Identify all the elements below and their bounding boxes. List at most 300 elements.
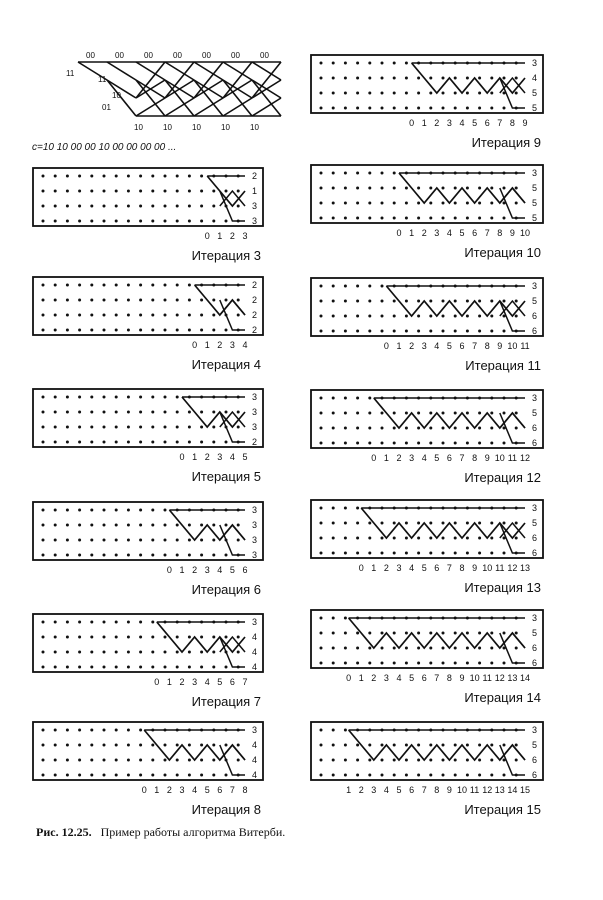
grid-dot [503,217,506,220]
time-tick-label: 7 [229,785,235,795]
grid-dot [515,202,518,205]
grid-dot [490,300,493,303]
grid-dot [127,539,130,542]
time-tick-label: 4 [192,785,198,795]
grid-dot [344,507,347,510]
grid-dot [429,77,432,80]
grid-dot [176,220,179,223]
grid-dot [320,412,323,415]
grid-dot [466,217,469,220]
time-tick-label: 11 [482,673,492,683]
grid-dot [212,314,215,317]
grid-dot [356,315,359,318]
grid-dot [368,77,371,80]
trellis-branch [223,80,252,116]
grid-dot [42,329,45,332]
time-tick-label: 4 [383,785,389,795]
grid-dot [78,284,81,287]
grid-dot [490,202,493,205]
path-metric-label: 2 [252,295,258,305]
path-metric-label: 5 [532,213,538,223]
grid-dot [188,329,191,332]
grid-dot [320,774,323,777]
grid-dot [139,314,142,317]
grid-dot [466,77,469,80]
grid-dot [164,509,167,512]
grid-dot [356,330,359,333]
trellis-side-label: 11 [98,75,107,84]
grid-dot [381,107,384,110]
time-tick-label: 5 [434,453,440,463]
grid-dot [127,554,130,557]
grid-dot [417,202,420,205]
grid-dot [115,426,118,429]
grid-dot [344,285,347,288]
path-metric-label: 4 [252,770,258,780]
grid-dot [200,554,203,557]
time-tick-label: 2 [396,453,402,463]
time-tick-label: 5 [204,785,210,795]
grid-dot [381,330,384,333]
grid-dot [42,441,45,444]
time-tick-label: 5 [409,673,415,683]
trellis-branch [223,62,252,98]
grid-dot [454,427,457,430]
path-metric-label: 4 [252,662,258,672]
grid-dot [320,632,323,635]
path-metric-label: 6 [532,423,538,433]
grid-dot [320,552,323,555]
grid-dot [237,744,240,747]
grid-dot [332,552,335,555]
path-metric-label: 3 [532,393,538,403]
grid-dot [417,759,420,762]
time-tick-label: 8 [509,118,515,128]
time-tick-label: 6 [421,673,427,683]
time-tick-label: 6 [217,785,223,795]
time-tick-label: 8 [434,785,440,795]
grid-dot [503,774,506,777]
iteration-panel [33,389,263,484]
grid-dot [478,522,481,525]
grid-dot [54,299,57,302]
grid-dot [66,774,69,777]
grid-dot [90,666,93,669]
grid-dot [454,552,457,555]
grid-dot [503,522,506,525]
grid-dot [356,632,359,635]
grid-dot [127,190,130,193]
grid-dot [66,759,69,762]
grid-dot [356,397,359,400]
time-tick-label: 6 [446,453,452,463]
grid-dot [320,172,323,175]
grid-dot [151,175,154,178]
grid-dot [344,412,347,415]
grid-dot [405,412,408,415]
grid-dot [417,300,420,303]
time-tick-label: 3 [217,452,223,462]
grid-dot [490,427,493,430]
grid-dot [115,396,118,399]
grid-dot [515,647,518,650]
grid-dot [320,187,323,190]
grid-dot [478,330,481,333]
grid-dot [454,187,457,190]
trellis-top-label: 00 [115,51,124,60]
grid-dot [103,396,106,399]
path-metric-label: 3 [252,392,258,402]
time-tick-label: 9 [459,673,465,683]
grid-dot [405,330,408,333]
grid-dot [103,411,106,414]
time-tick-label: 3 [434,228,440,238]
trellis-diagram [66,51,281,132]
grid-dot [66,190,69,193]
grid-dot [90,284,93,287]
grid-dot [139,539,142,542]
grid-dot [139,411,142,414]
grid-dot [381,759,384,762]
survivor-path [220,300,245,330]
grid-dot [42,509,45,512]
grid-dot [381,217,384,220]
iteration-panel [33,168,263,263]
time-tick-label: 3 [446,118,452,128]
grid-dot [381,285,384,288]
grid-dot [368,647,371,650]
grid-dot [42,744,45,747]
time-tick-label: 6 [484,118,490,128]
grid-dot [417,632,420,635]
grid-dot [344,62,347,65]
time-tick-label: 3 [371,785,377,795]
time-tick-label: 2 [434,118,440,128]
grid-dot [90,759,93,762]
grid-dot [54,651,57,654]
iteration-title: Итерация 15 [464,802,541,817]
grid-dot [478,427,481,430]
grid-dot [66,441,69,444]
grid-dot [320,77,323,80]
grid-dot [503,662,506,665]
grid-dot [405,632,408,635]
grid-dot [490,92,493,95]
grid-dot [78,524,81,527]
path-metric-label: 5 [532,408,538,418]
path-metric-label: 4 [252,755,258,765]
grid-dot [393,774,396,777]
trellis-branch [252,62,281,98]
survivor-path [169,510,245,540]
path-metric-label: 6 [532,643,538,653]
grid-dot [200,220,203,223]
grid-dot [103,759,106,762]
grid-dot [90,190,93,193]
grid-dot [405,217,408,220]
time-tick-label: 4 [421,453,427,463]
trellis-top-label: 00 [260,51,269,60]
time-tick-label: 10 [494,453,505,463]
grid-dot [466,442,469,445]
grid-dot [515,759,518,762]
time-tick-label: 7 [446,563,452,573]
time-tick-label: 7 [421,785,427,795]
grid-dot [151,666,154,669]
grid-dot [405,187,408,190]
grid-dot [151,190,154,193]
grid-dot [417,442,420,445]
grid-dot [368,285,371,288]
grid-dot [103,729,106,732]
grid-dot [103,299,106,302]
grid-dot [164,299,167,302]
grid-dot [78,651,81,654]
grid-dot [332,92,335,95]
iteration-title: Итерация 8 [191,802,261,817]
grid-dot [393,522,396,525]
grid-dot [127,621,130,624]
grid-dot [151,396,154,399]
grid-dot [54,220,57,223]
path-metric-label: 5 [532,628,538,638]
grid-dot [332,744,335,747]
time-tick-label: 0 [204,231,210,241]
path-metric-label: 6 [532,311,538,321]
time-tick-label: 13 [494,785,505,795]
grid-dot [320,217,323,220]
grid-dot [78,411,81,414]
time-tick-label: 0 [141,785,147,795]
grid-dot [115,205,118,208]
grid-dot [54,524,57,527]
grid-dot [42,636,45,639]
grid-dot [176,759,179,762]
grid-dot [320,397,323,400]
iteration-title: Итерация 11 [465,358,541,373]
grid-dot [225,299,228,302]
time-tick-label: 8 [484,341,490,351]
grid-dot [429,759,432,762]
grid-dot [164,396,167,399]
time-tick-label: 6 [459,341,465,351]
grid-dot [151,539,154,542]
grid-dot [78,220,81,223]
grid-dot [200,329,203,332]
grid-dot [103,220,106,223]
path-metric-label: 4 [532,73,538,83]
survivor-path [349,730,525,760]
time-tick-label: 9 [484,453,490,463]
grid-dot [478,315,481,318]
grid-dot [466,662,469,665]
grid-dot [176,744,179,747]
grid-dot [466,759,469,762]
grid-dot [90,396,93,399]
grid-dot [115,774,118,777]
grid-dot [417,647,420,650]
grid-dot [381,632,384,635]
grid-dot [332,107,335,110]
grid-dot [139,441,142,444]
grid-dot [381,442,384,445]
grid-dot [356,759,359,762]
grid-dot [139,175,142,178]
time-tick-label: 1 [409,228,415,238]
grid-dot [490,537,493,540]
path-metric-label: 3 [532,58,538,68]
grid-dot [356,427,359,430]
grid-dot [320,107,323,110]
grid-dot [344,397,347,400]
grid-dot [381,172,384,175]
time-tick-label: 2 [166,785,172,795]
grid-dot [429,217,432,220]
grid-dot [490,315,493,318]
grid-dot [417,662,420,665]
grid-dot [151,441,154,444]
path-metric-label: 3 [252,505,258,515]
grid-dot [405,774,408,777]
grid-dot [320,300,323,303]
grid-dot [478,774,481,777]
grid-dot [54,441,57,444]
grid-dot [429,647,432,650]
grid-dot [515,522,518,525]
trellis-top-label: 00 [144,51,153,60]
time-tick-label: 0 [166,565,172,575]
grid-dot [356,552,359,555]
grid-dot [90,636,93,639]
iteration-panel [311,55,543,150]
grid-dot [442,412,445,415]
grid-dot [90,314,93,317]
path-metric-label: 6 [532,533,538,543]
grid-dot [164,426,167,429]
grid-dot [78,554,81,557]
grid-dot [139,666,142,669]
grid-dot [368,202,371,205]
grid-dot [344,729,347,732]
grid-dot [139,426,142,429]
grid-dot [332,62,335,65]
code-sequence: c=10 10 00 00 10 00 00 00 00 ... [32,142,177,153]
grid-dot [90,175,93,178]
trellis-bottom-label: 10 [192,123,201,132]
grid-dot [66,651,69,654]
grid-dot [478,759,481,762]
grid-dot [127,329,130,332]
grid-dot [54,314,57,317]
grid-dot [356,744,359,747]
figure-caption [36,825,285,839]
grid-dot [393,412,396,415]
grid-dot [442,330,445,333]
time-tick-label: 9 [472,563,478,573]
grid-dot [478,107,481,110]
iteration-title: Итерация 10 [464,245,541,260]
grid-dot [200,190,203,193]
grid-dot [54,205,57,208]
grid-dot [54,509,57,512]
grid-dot [115,651,118,654]
time-tick-label: 10 [482,563,493,573]
path-metric-label: 6 [532,438,538,448]
trellis-branch [136,80,165,116]
grid-dot [381,537,384,540]
grid-dot [344,617,347,620]
grid-dot [356,202,359,205]
grid-dot [225,411,228,414]
grid-dot [66,284,69,287]
grid-dot [503,442,506,445]
grid-dot [344,172,347,175]
grid-dot [164,774,167,777]
grid-dot [42,729,45,732]
time-tick-label: 7 [497,118,503,128]
time-tick-label: 10 [469,673,480,683]
grid-dot [127,205,130,208]
grid-dot [90,621,93,624]
grid-dot [381,662,384,665]
grid-dot [381,202,384,205]
grid-dot [42,621,45,624]
path-metric-label: 3 [532,725,538,735]
time-tick-label: 14 [519,673,531,683]
grid-dot [393,442,396,445]
time-tick-label: 5 [229,565,235,575]
grid-dot [356,412,359,415]
time-tick-label: 6 [229,677,235,687]
grid-dot [405,107,408,110]
grid-dot [176,554,179,557]
grid-dot [368,187,371,190]
time-tick-label: 8 [459,563,465,573]
grid-dot [490,412,493,415]
grid-dot [478,647,481,650]
grid-dot [405,537,408,540]
grid-dot [442,107,445,110]
grid-dot [429,552,432,555]
time-tick-label: 6 [434,563,440,573]
grid-dot [429,744,432,747]
grid-dot [417,522,420,525]
grid-dot [320,202,323,205]
time-tick-label: 1 [383,453,389,463]
grid-dot [381,62,384,65]
iteration-title: Итерация 9 [471,135,541,150]
grid-dot [429,107,432,110]
grid-dot [381,427,384,430]
grid-dot [417,77,420,80]
iteration-panel [311,390,543,485]
grid-dot [164,314,167,317]
grid-dot [200,299,203,302]
grid-dot [42,524,45,527]
grid-dot [188,539,191,542]
grid-dot [417,187,420,190]
grid-dot [115,539,118,542]
grid-dot [212,636,215,639]
time-tick-label: 4 [204,677,210,687]
time-tick-label: 1 [179,565,185,575]
grid-dot [515,77,518,80]
grid-dot [115,329,118,332]
trellis-branch [194,98,223,116]
grid-dot [429,187,432,190]
grid-dot [42,411,45,414]
grid-dot [405,522,408,525]
